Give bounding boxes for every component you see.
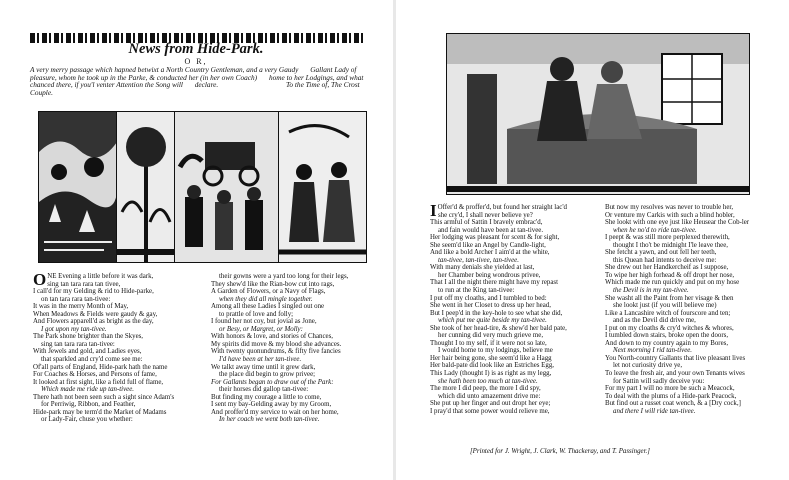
verse-line: I sent my bay-Gelding away by my Groom, bbox=[211, 401, 332, 409]
verse-line: Among all these Ladies I singled out one bbox=[211, 303, 325, 311]
verse-line: NE Evening a little before it was dark, bbox=[47, 273, 154, 280]
verse-line: to run at the King tan-tivee: bbox=[438, 287, 515, 295]
tune-line: To the Time of, The Crost Couple. bbox=[30, 80, 360, 97]
verse-line: this Quean had intents to deceive me: bbox=[613, 256, 717, 264]
intro-line: declare. bbox=[194, 80, 219, 90]
verse-line: or Lady-Fair, chuse you whether: bbox=[41, 416, 133, 424]
verse-line: I found her not coy, but jovial as Jone, bbox=[211, 318, 317, 326]
verse-line: They shew'd like the Rian-bow cut into rags, bbox=[211, 280, 335, 288]
woodcut-bedchamber bbox=[446, 33, 750, 195]
right-page bbox=[397, 0, 789, 480]
verse-line: She fetcht a yawn, and out fell her teeth, bbox=[605, 249, 717, 257]
verse-line: when they did all mingle together. bbox=[219, 295, 313, 303]
verse-line: This armful of Sattin I bravely embrac'd, bbox=[430, 219, 543, 227]
verse-line: She lookt with one eye just like Heusear the Cob-ler bbox=[605, 219, 750, 227]
verse-line: She seem'd like an Angel by Candle-light, bbox=[430, 241, 546, 249]
left-column-1 bbox=[33, 270, 213, 424]
verse-line: With Jewels and gold, and Ladies eyes, bbox=[33, 348, 142, 356]
verse-line: Which made me ride up tan-tivee. bbox=[41, 386, 134, 394]
verse-line: When Meadows & Fields were gaudy & gay, bbox=[33, 310, 158, 318]
verse-line: She went in her Closet to dress up her head, bbox=[430, 302, 551, 310]
verse-line: and fain would have been at tan-tivee. bbox=[438, 226, 544, 234]
verse-line: She put up her finger and out dropt her eye; bbox=[430, 400, 551, 408]
woodcut-fields bbox=[38, 111, 118, 263]
verse-line: To deal with the plums of a Hide-park Peacock, bbox=[605, 392, 737, 400]
verse-line: Thought I to my self, if it were not so late, bbox=[430, 339, 547, 347]
verse-line: She drew out her Handkercheif as I suppose, bbox=[605, 264, 729, 272]
verse-line: sing tan tara rara tan-tivee: bbox=[41, 340, 115, 348]
verse-line: A Garden of Flowers, or a Navy of Flags, bbox=[211, 288, 326, 296]
verse-line: let not curiosity drive ye, bbox=[613, 362, 683, 370]
verse-line: I got upon my tan-tivee. bbox=[41, 325, 107, 333]
verse-line: There hath not been seen such a sight since Adam's bbox=[33, 393, 175, 401]
verse-line: Her bald-pate did look like an Estriches Egg, bbox=[430, 362, 554, 370]
verse-line: thought I tho't be midnight I'le leave thee, bbox=[613, 241, 729, 249]
verse-line: For Gallants began to draw out of the Park: bbox=[211, 378, 334, 386]
verse-line: She took of her head-tire, & shew'd her bald pate, bbox=[430, 324, 567, 332]
verse-line: For Coaches & Horses, and Persons of fame, bbox=[33, 371, 157, 379]
verse-line: I call'd for my Gelding & rid to Hide-parke, bbox=[33, 288, 154, 296]
right-column-2 bbox=[605, 204, 785, 415]
verse-line: Or venture my Carkis with such a blind hobler, bbox=[605, 211, 735, 219]
woodcut-figures bbox=[278, 111, 367, 263]
verse-line: That I all the night there might have my repast bbox=[430, 279, 559, 287]
left-column-2 bbox=[211, 273, 387, 424]
verse-line: You North-country Gallants that live pleasant lives bbox=[605, 354, 746, 362]
verse-line: the Devil is in my tan-tivee. bbox=[613, 287, 689, 295]
verse-line: With honors & love, and stories of Chances, bbox=[211, 333, 334, 341]
woodcut-trees bbox=[116, 111, 176, 263]
verse-line: I pray'd that some power would relieve me, bbox=[430, 407, 550, 415]
ballad-title: News from Hide-Park. bbox=[128, 41, 264, 57]
verse-line: or Besy, or Margret, or Molly: bbox=[219, 325, 303, 333]
verse-line: Of'all parts of England, Hide-park hath the name bbox=[33, 363, 168, 371]
verse-line: her Chamber being wondrous privee, bbox=[438, 271, 541, 279]
left-page bbox=[0, 0, 392, 480]
verse-line: that sparkled and cry'd come see me: bbox=[41, 356, 143, 364]
verse-line: In her coach we went both tan-tivee. bbox=[219, 416, 320, 424]
dropcap: O bbox=[33, 270, 47, 289]
verse-line: to prattle of love and folly; bbox=[219, 310, 294, 318]
verse-line: She washt all the Paint from her visage & then bbox=[605, 294, 734, 302]
verse-line: And Flowers apparell'd as bright as the day, bbox=[33, 318, 154, 326]
intro-text bbox=[30, 66, 370, 96]
verse-line: tan-tivee, tan-tivee, tan-tivee. bbox=[438, 256, 519, 264]
intro-line: home to her Lodgings, and what chanced there, if you'l venter Attention the Song will bbox=[30, 72, 364, 90]
dropcap: I bbox=[430, 201, 437, 220]
verse-line: With twenty quonundrums, & fifty five fancies bbox=[211, 348, 341, 356]
verse-line: But find out a russet coat wench, & a [Dry cock,] bbox=[605, 400, 741, 408]
verse-line: I peept & was still more perplexed therewith, bbox=[605, 234, 730, 242]
verse-line: Next morning I rid tan-tivee. bbox=[613, 347, 693, 355]
verse-line: Her lodging was pleasant for scent & for sight, bbox=[430, 234, 560, 242]
verse-line: But now my resolves was never to trouble her, bbox=[605, 204, 734, 211]
verse-line: their horses did gallop tan-tivee: bbox=[219, 386, 309, 394]
verse-line: And proffer'd my service to wait on her home, bbox=[211, 408, 339, 416]
verse-line: This Lady (thought I) is as right as my legg, bbox=[430, 370, 552, 378]
verse-line: And down to my country again to my Bores, bbox=[605, 339, 729, 347]
verse-line: With many denials she yielded at last, bbox=[430, 264, 535, 272]
verse-line: My spirits did move & my blood she advances. bbox=[211, 340, 342, 348]
verse-line: on tan tara rara tan-tivee: bbox=[41, 295, 111, 303]
verse-line: Offer'd & proffer'd, but found her straight lac'd bbox=[437, 204, 568, 211]
verse-line: And like a bold Archer I aim'd at the white, bbox=[430, 249, 550, 257]
verse-line: and there I will ride tan-tivee. bbox=[613, 407, 696, 415]
verse-line: But finding my courage a little to come, bbox=[211, 393, 322, 401]
intro-line: Gallant Lady of pleasure, whom he took up in the Parke, & conducted her (in her own Coach) bbox=[30, 65, 357, 82]
verse-line: Hide-park may be term'd the Market of Madams bbox=[33, 408, 167, 416]
verse-line: For my part I will no more be such a Meacock, bbox=[605, 385, 735, 393]
verse-line: I tumbled down stairs, broke open the doors, bbox=[605, 332, 729, 340]
verse-line: for Perriwig, Ribbon, and Feather, bbox=[41, 401, 136, 409]
verse-line: their gowns were a yard too long for their legs, bbox=[219, 273, 349, 280]
or-label: O R, bbox=[184, 57, 208, 66]
verse-line: she lookt just (if you will believe me) bbox=[613, 302, 717, 310]
verse-line: for Sattin will sadly deceive you: bbox=[613, 377, 705, 385]
verse-line: her cunning did very much grieve me, bbox=[438, 332, 544, 340]
verse-line: Her hair being gone, she seem'd like a Hagg bbox=[430, 354, 552, 362]
verse-line: I put off my cloaths, and I tumbled to bed: bbox=[430, 294, 547, 302]
printer-imprint: [Printed for J. Wright, J. Clark, W. Thackeray, and T. Passinger.] bbox=[470, 448, 650, 455]
verse-line: and as the Devil did drive me, bbox=[613, 317, 696, 325]
verse-line: I would home to my lodgings, believe me bbox=[438, 347, 553, 355]
right-column-1 bbox=[430, 201, 608, 415]
verse-line: It looked at first sight, like a field full of flame, bbox=[33, 378, 164, 386]
verse-line: which put me quite beside my tan-tivee. bbox=[438, 317, 547, 325]
verse-line: To leave the fresh air, and your own Tenants wives bbox=[605, 370, 745, 378]
verse-line: It was in the merry Month of May, bbox=[33, 303, 129, 311]
verse-line: But I peep'd in the key-hole to see what she did, bbox=[430, 309, 563, 317]
verse-line: which did unto amazement drive me: bbox=[438, 392, 541, 400]
verse-line: the place did begin to grow privee; bbox=[219, 371, 316, 379]
verse-line: she hath been too much at tan-tivee. bbox=[438, 377, 538, 385]
verse-line: The Park shone brighter than the Skyes, bbox=[33, 333, 144, 341]
intro-line: A very merry passage which hapned betwixt a North Country Gentleman, and a very Gaudy bbox=[30, 65, 299, 74]
verse-line: I put on my cloaths & cry'd witches & whores, bbox=[605, 324, 734, 332]
verse-line: To wipe her high forhead & off dropt her nose, bbox=[605, 271, 735, 279]
woodcut-coach bbox=[174, 111, 280, 263]
verse-line: Which made me run quickly and put on my hose bbox=[605, 279, 740, 287]
verse-line: Like a Lancashire witch of fourscore and ten; bbox=[605, 309, 731, 317]
page-divider bbox=[393, 0, 396, 480]
verse-line: We talkt away time until it grew dark, bbox=[211, 363, 316, 371]
verse-line: when he no'd to ride tan-tivee. bbox=[613, 226, 697, 234]
verse-line: sing tan tara rara tan tivee, bbox=[47, 280, 121, 288]
verse-line: The more I did peep, the more I did spy, bbox=[430, 385, 541, 393]
verse-line: she cry'd, I shall never believe ye? bbox=[438, 211, 533, 219]
verse-line: I'd have been at her tan-tivee. bbox=[219, 356, 302, 364]
